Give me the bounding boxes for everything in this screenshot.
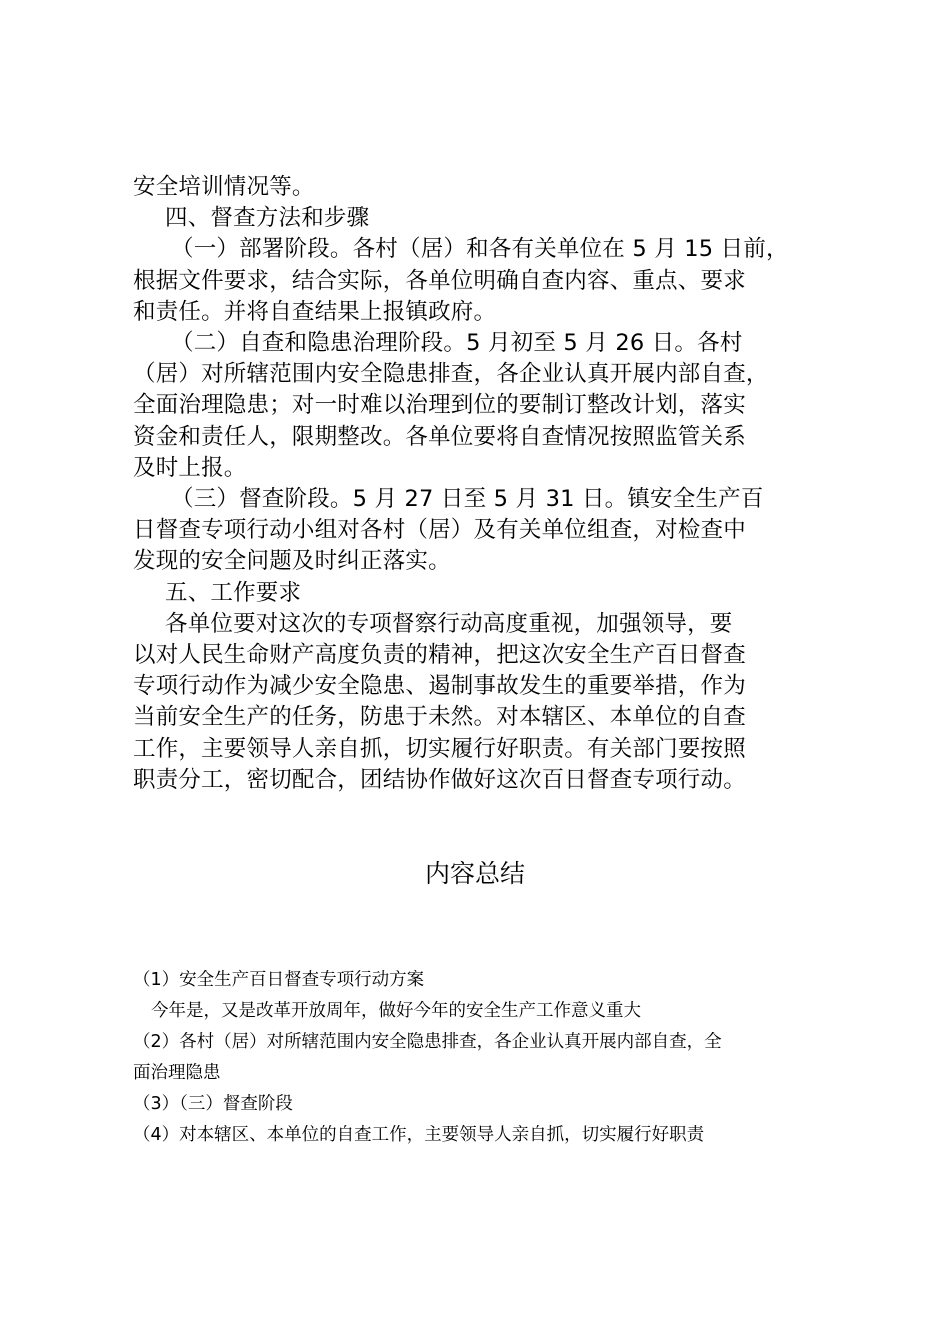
document-body (133, 172, 845, 796)
summary-item: （4）对本辖区、本单位的自查工作，主要领导人亲自抓，切实履行好职责 (133, 1125, 705, 1145)
paragraph-line: （二）自查和隐患治理阶段。5 月初至 5 月 26 日。各村 (171, 330, 743, 357)
paragraph-line: 职责分工，密切配合，团结协作做好这次百日督查专项行动。 (133, 766, 746, 793)
summary-item: 面治理隐患 (133, 1063, 221, 1083)
paragraph-line: 工作，主要领导人亲自抓，切实履行好职责。有关部门要按照 (133, 735, 746, 762)
paragraph-line: 全面治理隐患；对一时难以治理到位的要制订整改计划，落实 (133, 392, 746, 419)
paragraph-line: （一）部署阶段。各村（居）和各有关单位在 5 月 15 日前， (171, 236, 789, 263)
summary-list (133, 965, 845, 1151)
paragraph-line: 发现的安全问题及时纠正落实。 (133, 548, 451, 575)
paragraph-line: 根据文件要求，结合实际，各单位明确自查内容、重点、要求 (133, 267, 746, 294)
paragraph-line: （三）督查阶段。5 月 27 日至 5 月 31 日。镇安全生产百 (171, 486, 764, 513)
summary-item: 今年是，又是改革开放周年，做好今年的安全生产工作意义重大 (151, 1001, 641, 1021)
summary-item: （2）各村（居）对所辖范围内安全隐患排查，各企业认真开展内部自查，全 (133, 1032, 722, 1052)
paragraph-line: 各单位要对这次的专项督察行动高度重视，加强领导，要 (165, 610, 733, 637)
section-heading: 四、督查方法和步骤 (165, 205, 370, 232)
paragraph-line: 日督查专项行动小组对各村（居）及有关单位组查，对检查中 (133, 517, 746, 544)
paragraph-line: 专项行动作为减少安全隐患、遏制事故发生的重要举措，作为 (133, 673, 746, 700)
summary-item: （1）安全生产百日督查专项行动方案 (133, 970, 425, 990)
summary-title: 内容总结 (424, 859, 525, 888)
summary-item: （3）（三）督查阶段 (133, 1094, 293, 1114)
paragraph-line: 资金和责任人，限期整改。各单位要将自查情况按照监管关系 (133, 423, 746, 450)
paragraph-line: 安全培训情况等。 (133, 174, 315, 200)
paragraph-line: 当前安全生产的任务，防患于未然。对本辖区、本单位的自查 (133, 704, 746, 731)
paragraph-line: 及时上报。 (133, 454, 247, 481)
section-heading: 五、工作要求 (165, 579, 302, 606)
paragraph-line: 和责任。并将自查结果上报镇政府。 (133, 298, 497, 325)
paragraph-line: （居）对所辖范围内安全隐患排查，各企业认真开展内部自查， (133, 361, 769, 388)
paragraph-line: 以对人民生命财产高度负责的精神，把这次安全生产百日督查 (133, 642, 746, 669)
